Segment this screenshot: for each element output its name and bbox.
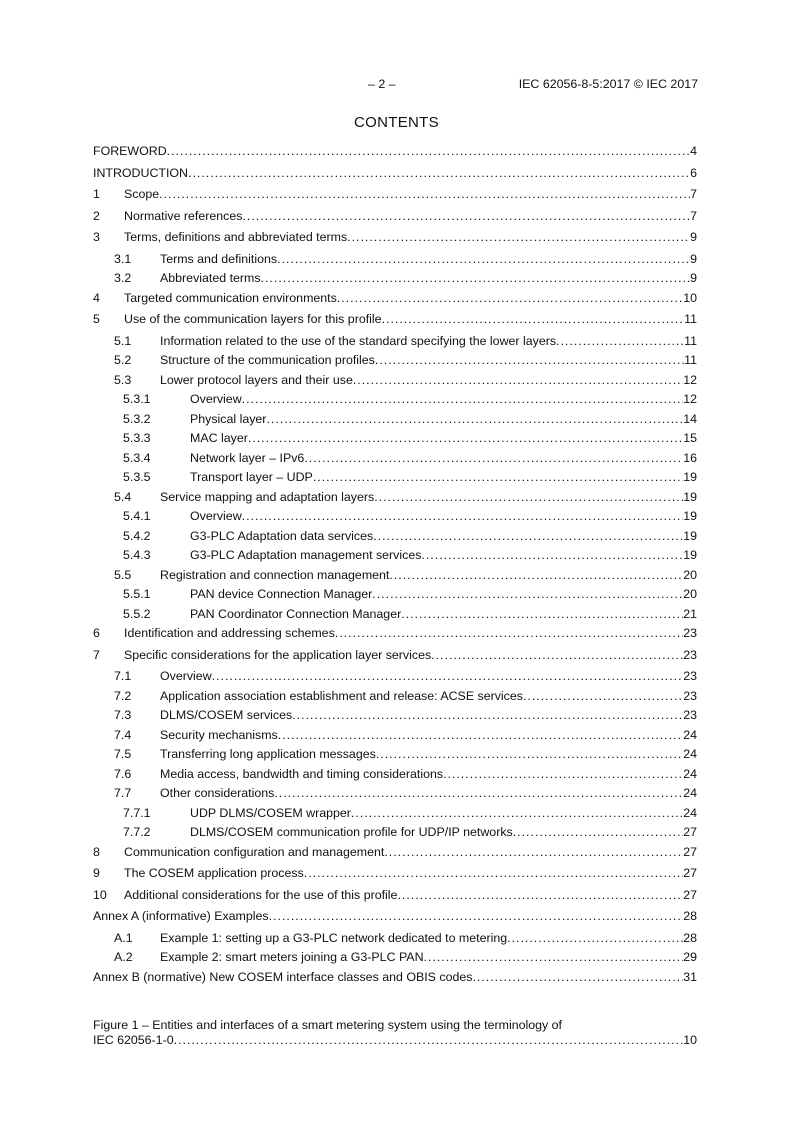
dot-leader [304,451,683,465]
toc-entry-page: 6 [690,165,697,180]
toc-entry[interactable] [93,866,697,888]
toc-entry-number: 7.3 [114,708,132,722]
toc-entry-page: 24 [683,805,697,820]
toc-entry-number: 5.5.2 [123,606,151,621]
toc-entry[interactable] [93,607,697,627]
toc-entry[interactable] [93,786,697,806]
toc-entry-title: PAN Coordinator Connection Manager [190,606,402,621]
toc-entry[interactable] [93,548,697,568]
toc-entry-title: Terms and definitions [160,251,278,266]
toc-entry-number: 5.5.1 [123,587,151,601]
toc-entry-number: A.2 [114,950,133,964]
dot-leader [397,888,683,902]
toc-entry-title: The COSEM application process [124,866,304,880]
toc-entry-page: 16 [683,450,697,465]
toc-entry[interactable] [93,373,697,393]
toc-entry-title: Example 1: setting up a G3-PLC network dedicated to metering [160,930,508,945]
toc-entry-title: Abbreviated terms [160,271,261,285]
toc-entry[interactable] [93,529,697,549]
page-number: – 2 – [368,77,396,91]
toc-entry-page: 23 [683,669,697,683]
dot-leader [304,866,683,880]
toc-entry-page: 27 [683,866,697,880]
toc-entry-page: 27 [683,825,697,839]
toc-entry[interactable] [93,451,697,471]
dot-leader [372,587,683,601]
dot-leader [274,786,683,800]
toc-entry-number: 5.3.5 [123,470,151,484]
toc-entry[interactable] [93,144,697,166]
dot-leader [335,626,683,640]
toc-entry[interactable] [93,909,697,931]
toc-entry-number: 9 [93,866,100,880]
figure-page: 10 [683,1033,697,1047]
dot-leader [556,334,684,348]
toc-entry[interactable] [93,950,697,970]
toc-entry-number: 5.3 [114,372,132,387]
page-header [0,77,793,93]
toc-entry[interactable] [93,187,697,209]
toc-entry-title: Transferring long application messages [160,747,376,761]
dot-leader [523,689,683,703]
dot-leader [443,767,683,781]
toc-entry-title: Application association establishment and release: ACSE services [160,688,523,703]
toc-entry-page: 19 [683,489,697,504]
toc-entry-title: Specific considerations for the application layer services [124,647,432,662]
toc-entry-number: 8 [93,844,100,859]
toc-entry-page: 29 [683,950,697,964]
toc-entry-page: 24 [683,766,697,781]
toc-entry[interactable] [93,166,697,188]
toc-entry-page: 4 [690,144,697,158]
dot-leader [337,291,683,305]
toc-entry-title: Annex B (normative) New COSEM interface classes and OBIS codes [93,969,473,984]
dot-leader [242,509,684,523]
toc-entry[interactable] [93,669,697,689]
toc-entry-number: 5.3.2 [123,411,151,426]
toc-entry[interactable] [93,490,697,510]
toc-entry[interactable] [93,747,697,767]
toc-entry[interactable] [93,626,697,648]
figure-caption: Figure 1 – Entities and interfaces of a smart metering system using the terminology of [93,1018,562,1032]
toc-entry[interactable] [93,888,697,910]
toc-entry-page: 27 [683,844,697,859]
toc-entry-page: 9 [690,251,697,266]
toc-entry-page: 11 [684,353,697,367]
dot-leader [375,353,684,367]
toc-entry-number: 4 [93,290,100,305]
toc-entry-number: 3 [93,230,100,244]
toc-entry-title: Information related to the use of the standard specifying the lower layers [160,333,557,348]
toc-entry-title: FOREWORD [93,144,167,158]
toc-entry-page: 19 [683,470,697,484]
toc-entry-title: Transport layer – UDP [190,470,313,484]
dot-leader [277,252,690,266]
toc-entry-title: INTRODUCTION [93,165,188,180]
toc-entry-page: 19 [683,509,697,523]
toc-entry-title: MAC layer [190,431,248,445]
toc-entry[interactable] [93,648,697,670]
toc-entry-page: 11 [684,333,697,348]
toc-entry[interactable] [93,209,697,231]
toc-entry-page: 24 [683,727,697,742]
toc-entry-title: DLMS/COSEM services [160,708,293,722]
toc-entry-page: 10 [683,290,697,305]
toc-entry-title: Overview [190,392,242,406]
dot-leader [313,470,683,484]
dot-leader [212,669,684,683]
dot-leader [347,230,690,244]
toc-entry[interactable] [93,931,697,951]
toc-entry-number: 5.3.1 [123,392,151,406]
toc-entry-number: 7.4 [114,727,132,742]
toc-entry[interactable] [93,970,697,992]
toc-entry-number: 5.5 [114,567,132,582]
toc-entry-number: 5.3.3 [123,431,151,445]
toc-entry-number: 5.4.2 [123,528,151,543]
toc-entry-page: 14 [683,411,697,426]
toc-entry-number: 5.4.3 [123,548,151,562]
toc-entry[interactable] [93,230,697,252]
toc-entry-title: DLMS/COSEM communication profile for UDP/IP networks [190,825,513,839]
toc-entry-title: Security mechanisms [160,727,278,742]
toc-entry-title: Lower protocol layers and their use [160,372,353,387]
toc-entry[interactable] [93,689,697,709]
toc-entry[interactable] [93,431,697,451]
toc-entry-number: 2 [93,208,100,223]
toc-entry-number: 7.7.2 [123,825,151,839]
toc-entry-page: 11 [684,312,697,326]
toc-entry[interactable] [93,845,697,867]
toc-entry-page: 23 [683,688,697,703]
toc-entry-number: 7.1 [114,669,132,683]
toc-entry-title: Scope [124,187,160,201]
toc-entry[interactable] [93,271,697,291]
dot-leader [278,728,683,742]
toc-entry-title: Service mapping and adaptation layers [160,489,375,504]
dot-leader [373,529,683,543]
toc-entry-number: 7.6 [114,766,132,781]
toc-entry[interactable] [93,806,697,826]
dot-leader [513,825,683,839]
toc-entry-title: Registration and connection management [160,567,390,582]
dot-leader [431,648,683,662]
page-title: CONTENTS [354,114,439,131]
toc-entry-page: 20 [683,587,697,601]
toc-entry-page: 27 [683,887,697,902]
table-of-contents [93,144,697,991]
dot-leader [376,747,683,761]
dot-leader [242,392,684,406]
toc-entry[interactable] [93,392,697,412]
toc-entry-title: Overview [160,669,212,683]
toc-entry-number: 3.2 [114,271,132,285]
toc-entry[interactable] [93,767,697,787]
list-of-figures [93,1018,697,1048]
toc-entry-title: Terms, definitions and abbreviated terms [124,230,348,244]
toc-entry[interactable] [93,708,697,728]
toc-entry[interactable] [93,470,697,490]
dot-leader [384,845,683,859]
toc-entry-number: 5.1 [114,333,132,348]
toc-entry-title: Structure of the communication profiles [160,353,375,367]
figure-entry[interactable] [93,1018,697,1048]
toc-entry[interactable] [93,509,697,529]
toc-entry-page: 7 [690,208,697,223]
toc-entry-number: 1 [93,187,100,201]
dot-leader [389,568,683,582]
dot-leader [353,373,683,387]
toc-entry-page: 23 [683,708,697,722]
dot-leader [507,931,683,945]
toc-entry-page: 19 [683,528,697,543]
toc-entry-number: A.1 [114,930,133,945]
dot-leader [421,548,683,562]
toc-entry-page: 15 [683,431,697,445]
toc-entry-title: Example 2: smart meters joining a G3-PLC PAN [160,950,424,964]
toc-entry-number: 5.3.4 [123,450,151,465]
toc-entry-page: 28 [683,930,697,945]
toc-entry-title: Annex A (informative) Examples [93,909,269,923]
toc-entry-number: 7.5 [114,747,132,761]
toc-entry-number: 6 [93,626,100,640]
toc-entry-title: G3-PLC Adaptation management services [190,548,422,562]
toc-entry-title: Targeted communication environments [124,290,337,305]
toc-entry[interactable] [93,291,697,313]
toc-entry-title: G3-PLC Adaptation data services [190,528,374,543]
toc-entry-number: 5.4.1 [123,509,151,523]
toc-entry[interactable] [93,587,697,607]
dot-leader [374,490,683,504]
toc-entry[interactable] [93,353,697,373]
toc-entry[interactable] [93,825,697,845]
toc-entry-title: UDP DLMS/COSEM wrapper [190,805,351,820]
toc-entry-number: 5.4 [114,489,132,504]
toc-entry-title: Identification and addressing schemes [124,626,335,640]
toc-entry-title: Overview [190,509,242,523]
dot-leader [188,166,690,180]
toc-entry[interactable] [93,312,697,334]
toc-entry-number: 3.1 [114,251,132,266]
dot-leader [292,708,683,722]
toc-entry[interactable] [93,412,697,432]
toc-entry-title: Normative references [124,208,243,223]
toc-entry[interactable] [93,252,697,272]
toc-entry-title: Communication configuration and management [124,844,385,859]
figure-caption-continuation: IEC 62056-1-0 [93,1033,174,1047]
toc-entry-page: 19 [683,548,697,562]
toc-entry-page: 9 [690,271,697,285]
toc-entry-number: 5 [93,312,100,326]
dot-leader [167,144,690,158]
toc-entry-title: Additional considerations for the use of this profile [124,887,398,902]
toc-entry-page: 12 [683,392,697,406]
dot-leader [266,412,683,426]
toc-entry-number: 7.7 [114,786,132,800]
toc-entry-page: 28 [683,909,697,923]
toc-entry[interactable] [93,568,697,588]
dot-leader [242,209,690,223]
dot-leader [261,271,691,285]
toc-entry-title: Physical layer [190,411,267,426]
dot-leader [351,806,683,820]
toc-entry-page: 24 [683,786,697,800]
toc-entry-page: 9 [690,230,697,244]
toc-entry-number: 7 [93,647,100,662]
toc-entry-page: 20 [683,567,697,582]
toc-entry-page: 12 [683,372,697,387]
toc-entry-page: 21 [683,606,697,621]
dot-leader [248,431,683,445]
dot-leader [382,312,685,326]
toc-entry-number: 7.2 [114,688,132,703]
toc-entry-number: 7.7.1 [123,805,151,820]
toc-entry-page: 31 [683,969,697,984]
dot-leader [269,909,684,923]
dot-leader [424,950,684,964]
toc-entry-title: Network layer – IPv6 [190,450,305,465]
toc-entry-title: PAN device Connection Manager [190,587,373,601]
dot-leader [401,607,683,621]
standard-reference: IEC 62056-8-5:2017 © IEC 2017 [518,77,698,91]
toc-entry-number: 10 [93,887,107,902]
toc-entry-number: 5.2 [114,353,132,367]
dot-leader [159,187,690,201]
toc-entry-page: 23 [683,626,697,640]
toc-entry-page: 24 [683,747,697,761]
dot-leader [174,1033,684,1048]
toc-entry[interactable] [93,334,697,354]
toc-entry-page: 7 [690,187,697,201]
toc-entry-title: Media access, bandwidth and timing considerations [160,766,444,781]
toc-entry-title: Use of the communication layers for this profile [124,312,382,326]
toc-entry[interactable] [93,728,697,748]
dot-leader [472,970,683,984]
toc-entry-page: 23 [683,647,697,662]
toc-entry-title: Other considerations [160,786,275,800]
